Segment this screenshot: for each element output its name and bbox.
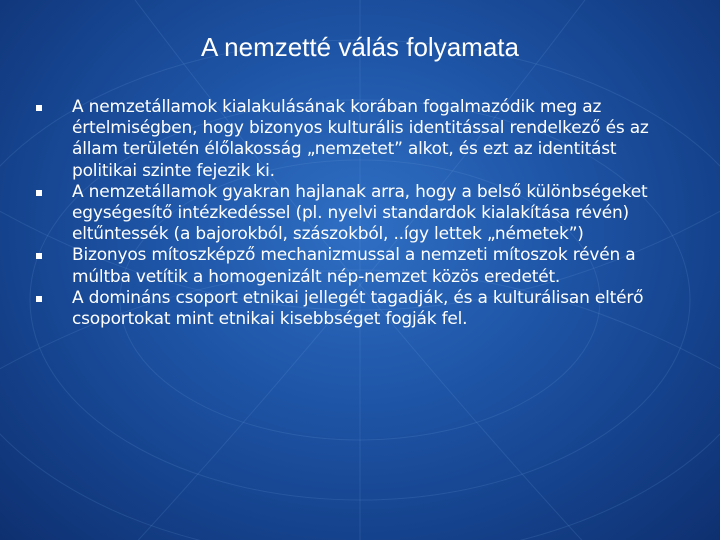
bullet-text: Bizonyos mítoszképző mechanizmussal a nemzeti mítoszok révén a múltba vetítik a homogenizált nép-nemzet közös eredetét.	[72, 245, 636, 287]
list-item	[36, 245, 686, 287]
list-item	[36, 182, 686, 246]
square-bullet-icon	[36, 296, 42, 302]
bullet-text: A nemzetállamok gyakran hajlanak arra, hogy a belső különbségeket egységesítő intézkedéssel (pl. nyelvi standardok kialakítása révén) eltűntessék (a bajorokból, szászokból, ..így lettek „németek”)	[72, 181, 648, 245]
bullet-text: A domináns csoport etnikai jellegét tagadják, és a kulturálisan eltérő csoportokat mint etnikai kisebbséget fogják fel.	[72, 287, 644, 330]
bullet-list	[36, 97, 686, 330]
slide-title: A nemzetté válás folyamata	[201, 32, 519, 62]
square-bullet-icon	[36, 253, 42, 259]
square-bullet-icon	[36, 105, 42, 111]
list-item	[36, 288, 686, 330]
list-item	[36, 97, 686, 182]
square-bullet-icon	[36, 190, 42, 196]
bullet-text: A nemzetállamok kialakulásának korában fogalmazódik meg az értelmiségben, hogy bizonyos kulturális identitással rendelkező és az állam területén élőlakosság „nemzetet” alkot, és ezt az identitást politikai szinte fejezik ki.	[72, 97, 649, 181]
